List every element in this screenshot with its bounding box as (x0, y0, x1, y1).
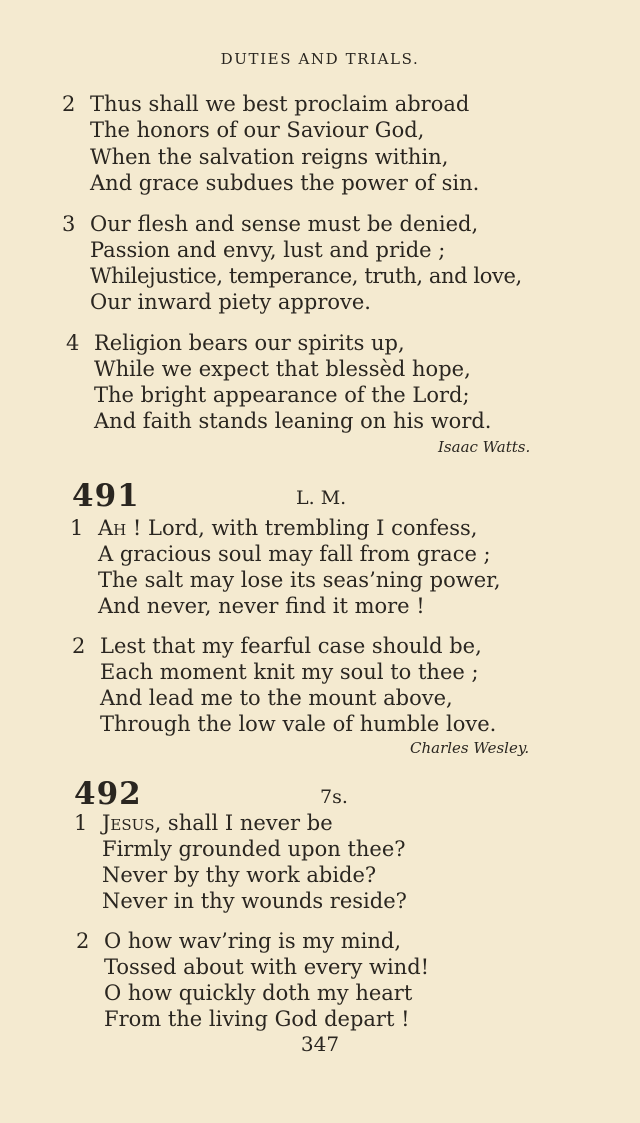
verse-line: Our inward piety approve. (90, 290, 371, 314)
stanza-number: 3 (62, 212, 76, 236)
verse-line (98, 516, 477, 540)
stanza-number: 4 (66, 331, 80, 355)
author-attribution: Charles Wesley. (410, 739, 530, 757)
stanza-number: 2 (72, 634, 86, 658)
hymn-meter: L. M. (296, 487, 347, 509)
hymn-meter: 7s. (320, 786, 348, 808)
verse-line: The salt may lose its seas’ning power, (98, 568, 501, 592)
verse-line: Whilejustice, temperance, truth, and love, (90, 264, 522, 288)
verse-line: While we expect that blessèd hope, (94, 357, 471, 381)
verse-line: The bright appearance of the Lord; (94, 383, 470, 407)
hymn-number: 491 (72, 478, 140, 514)
verse-line: When the salvation reigns within, (90, 145, 449, 169)
page-number: 347 (300, 1032, 340, 1056)
stanza-number: 1 (74, 811, 88, 835)
verse-line: Lest that my fearful case should be, (100, 634, 482, 658)
verse-line: Passion and envy, lust and pride ; (90, 238, 446, 262)
verse-line-rest: ! Lord, with trembling I confess, (126, 516, 478, 540)
verse-line: From the living God depart ! (104, 1007, 410, 1031)
verse-line: And faith stands leaning on his word. (94, 409, 492, 433)
verse-line: Through the low vale of humble love. (100, 712, 497, 736)
verse-line: Never by thy work abide? (102, 863, 377, 887)
verse-line: Firmly grounded upon thee? (102, 837, 406, 861)
verse-line: A gracious soul may fall from grace ; (98, 542, 491, 566)
verse-line: Never in thy wounds reside? (102, 889, 407, 913)
verse-line-rest: , shall I never be (154, 811, 333, 835)
verse-line: Tossed about with every wind! (104, 955, 430, 979)
verse-line: And never, never find it more ! (98, 594, 425, 618)
verse-line: The honors of our Saviour God, (90, 118, 425, 142)
initial-word: Jesus (102, 811, 155, 835)
hymn-number: 492 (74, 776, 142, 812)
stanza-number: 2 (62, 92, 76, 116)
verse-line: Each moment knit my soul to thee ; (100, 660, 479, 684)
verse-line: O how wav’ring is my mind, (104, 929, 402, 953)
author-attribution: Isaac Watts. (438, 438, 531, 456)
verse-line: Thus shall we best proclaim abroad (90, 92, 470, 116)
verse-line: O how quickly doth my heart (104, 981, 413, 1005)
verse-line: And lead me to the mount above, (100, 686, 453, 710)
stanza-number: 1 (70, 516, 84, 540)
verse-line: Religion bears our spirits up, (94, 331, 405, 355)
verse-line: Our flesh and sense must be denied, (90, 212, 479, 236)
initial-word: Ah (98, 516, 127, 540)
stanza-number: 2 (76, 929, 90, 953)
verse-line: And grace subdues the power of sin. (90, 171, 480, 195)
running-head: DUTIES AND TRIALS. (220, 50, 420, 68)
verse-line (102, 811, 333, 835)
